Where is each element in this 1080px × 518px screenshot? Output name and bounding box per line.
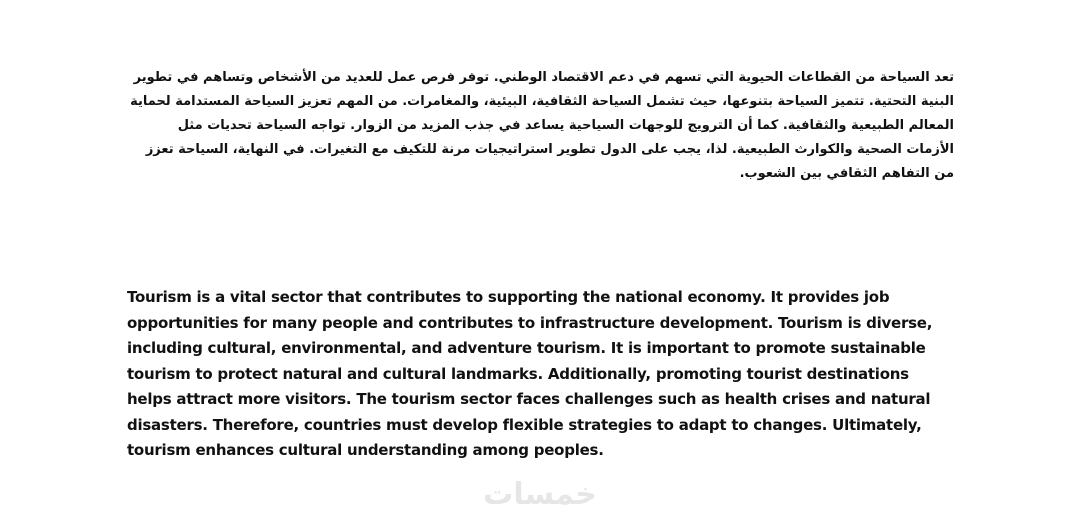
watermark-logo: خمسات <box>483 476 597 512</box>
arabic-paragraph: تعد السياحة من القطاعات الحيوية التي تسهم في دعم الاقتصاد الوطني. توفر فرص عمل للعديد من الأشخاص وتساهم في تطوير البنية التحتية. تتميز السياحة بتنوعها، حيث تشمل السياحة الثقافية، البيئية، والمغامرات. من المهم تعزيز السياحة المستدامة لحماية المعالم الطبيعية والثقافية. كما أن الترويج للوجهات السياحية يساعد في جذب المزيد من الزوار. تواجه السياحة تحديات مثل الأزمات الصحية والكوارث الطبيعية. لذا، يجب على الدول تطوير استراتيجيات مرنة للتكيف مع التغيرات. في النهاية، السياحة تعزز من التفاهم الثقافي بين الشعوب. <box>130 70 954 181</box>
english-paragraph: Tourism is a vital sector that contributes to supporting the national economy. It provides job opportunities for many people and contributes to infrastructure development. Tourism is diverse, including cultural, environmental, and adventure tourism. It is important to promote sustainable tourism to protect natural and cultural landmarks. Additionally, promoting tourist destinations helps attract more visitors. The tourism sector faces challenges such as health crises and natural disasters. Therefore, countries must develop flexible strategies to adapt to changes. Ultimately, tourism enhances cultural understanding among peoples. <box>127 288 933 459</box>
